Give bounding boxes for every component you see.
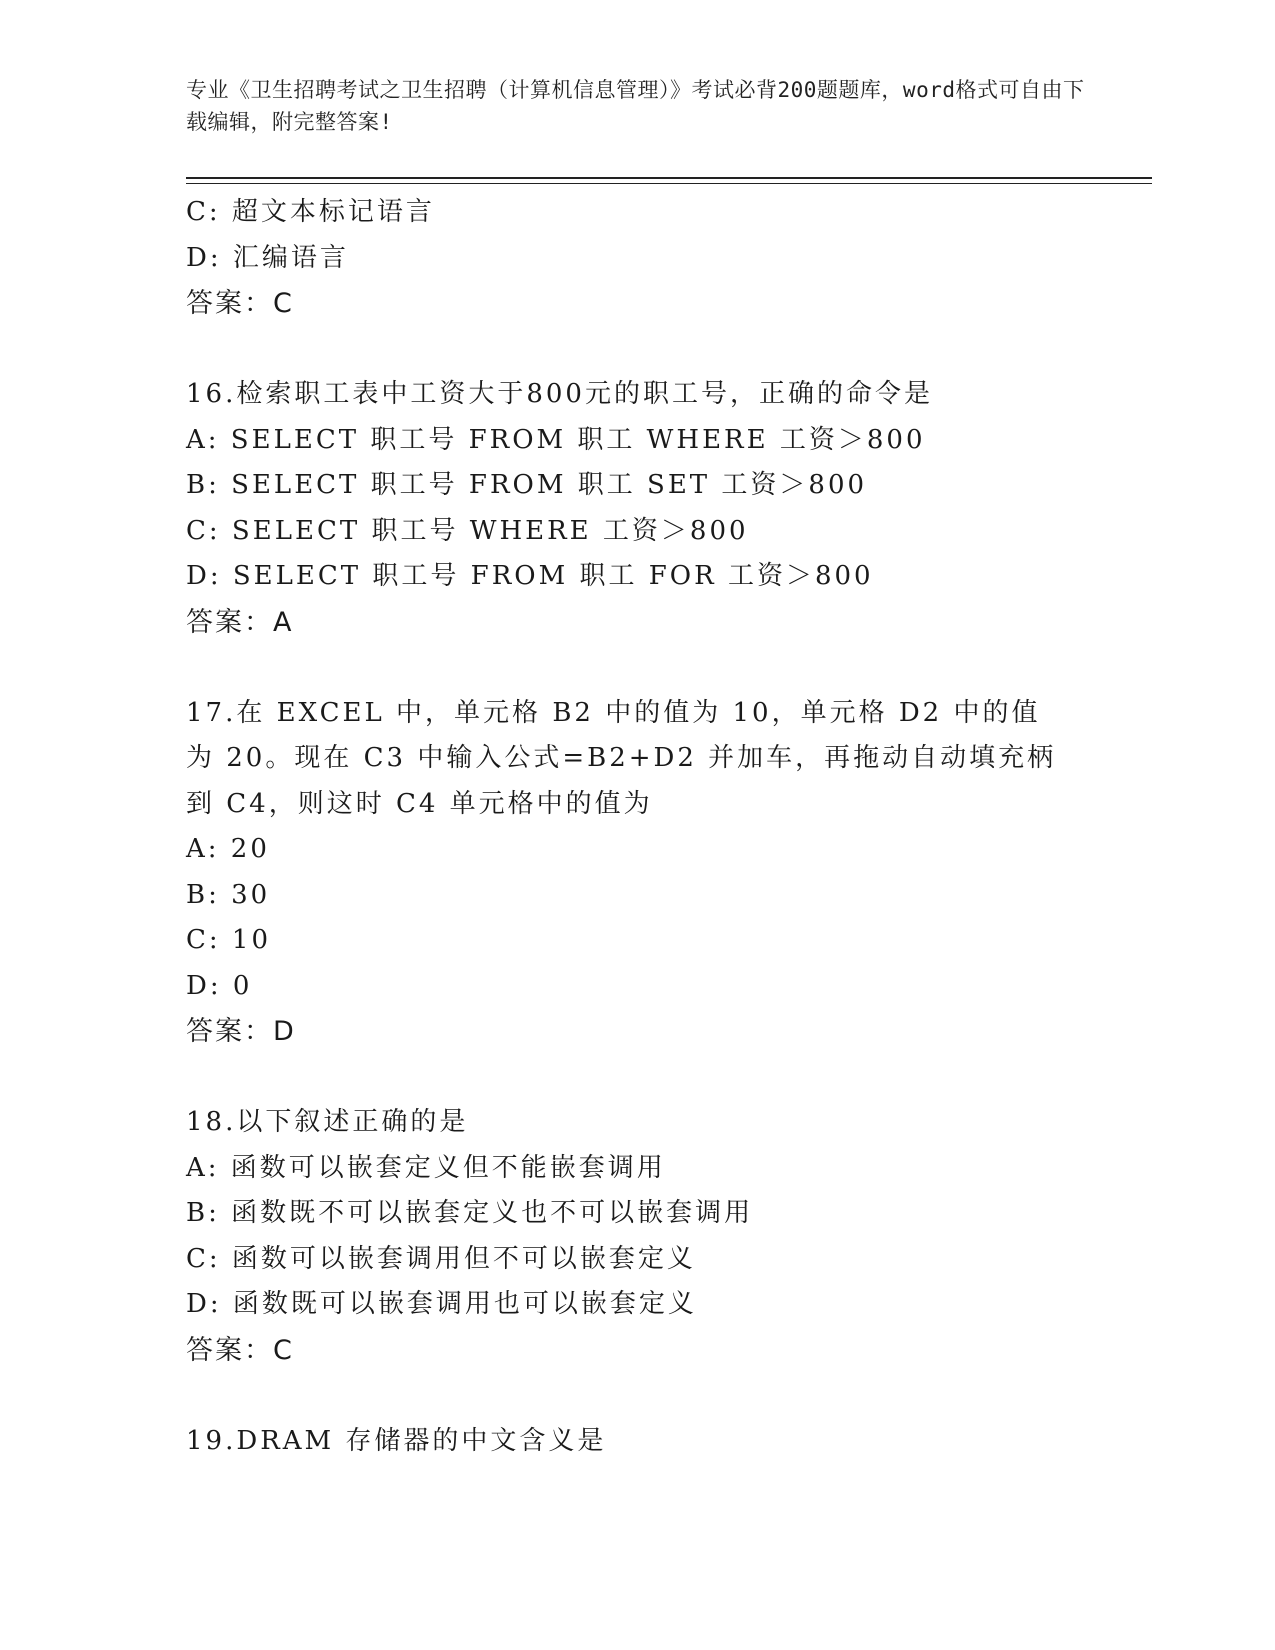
header-divider-thick	[186, 177, 1152, 179]
question-16	[186, 372, 1086, 645]
header-divider-thin	[186, 183, 1152, 184]
question-17	[186, 691, 1086, 1055]
answer-line: 答案：C	[186, 1334, 294, 1366]
option-b: B: 30	[186, 879, 271, 910]
spacer	[186, 1373, 1086, 1419]
question-15-continuation	[186, 190, 1086, 327]
question-stem: 19.DRAM 存储器的中文含义是	[186, 1425, 607, 1456]
question-stem: 18.以下叙述正确的是	[186, 1107, 469, 1137]
answer-line: 答案：A	[186, 606, 294, 638]
option-d: D: 汇编语言	[186, 242, 349, 273]
option-a: A: SELECT 职工号 FROM 职工 WHERE 工资＞800	[186, 424, 926, 455]
option-d: D: SELECT 职工号 FROM 职工 FOR 工资＞800	[186, 561, 874, 591]
question-stem: 17.在 EXCEL 中，单元格 B2 中的值为 10，单元格 D2 中的值为 20。现在 C3 中输入公式=B2+D2 并加车，再拖动自动填充柄到 C4，则这时 C4 单元格中的值为	[186, 697, 1057, 819]
option-b: B: SELECT 职工号 FROM 职工 SET 工资＞800	[186, 470, 868, 500]
option-a: A: 函数可以嵌套定义但不能嵌套调用	[186, 1152, 666, 1183]
spacer	[186, 327, 1086, 373]
question-stem: 16.检索职工表中工资大于800元的职工号，正确的命令是	[186, 379, 933, 409]
option-b: B: 函数既不可以嵌套定义也不可以嵌套调用	[186, 1198, 754, 1228]
option-d: D: 函数既可以嵌套调用也可以嵌套定义	[186, 1289, 697, 1319]
option-c: C: SELECT 职工号 WHERE 工资＞800	[186, 515, 749, 546]
option-c: C: 10	[186, 925, 272, 955]
document-header	[186, 74, 1086, 138]
option-a: A: 20	[186, 834, 270, 864]
question-19	[186, 1419, 1086, 1465]
header-text: 专业《卫生招聘考试之卫生招聘（计算机信息管理）》考试必背200题题库，word格式可自由下载编辑，附完整答案!	[186, 78, 1085, 134]
question-18	[186, 1100, 1086, 1373]
answer-line: 答案：D	[186, 1016, 296, 1047]
spacer	[186, 1055, 1086, 1101]
option-c: C: 超文本标记语言	[186, 197, 435, 227]
answer-line: 答案：C	[186, 288, 294, 319]
option-d: D: 0	[186, 970, 253, 1001]
option-c: C: 函数可以嵌套调用但不可以嵌套定义	[186, 1243, 696, 1274]
page-content	[186, 190, 1086, 1464]
spacer	[186, 645, 1086, 691]
